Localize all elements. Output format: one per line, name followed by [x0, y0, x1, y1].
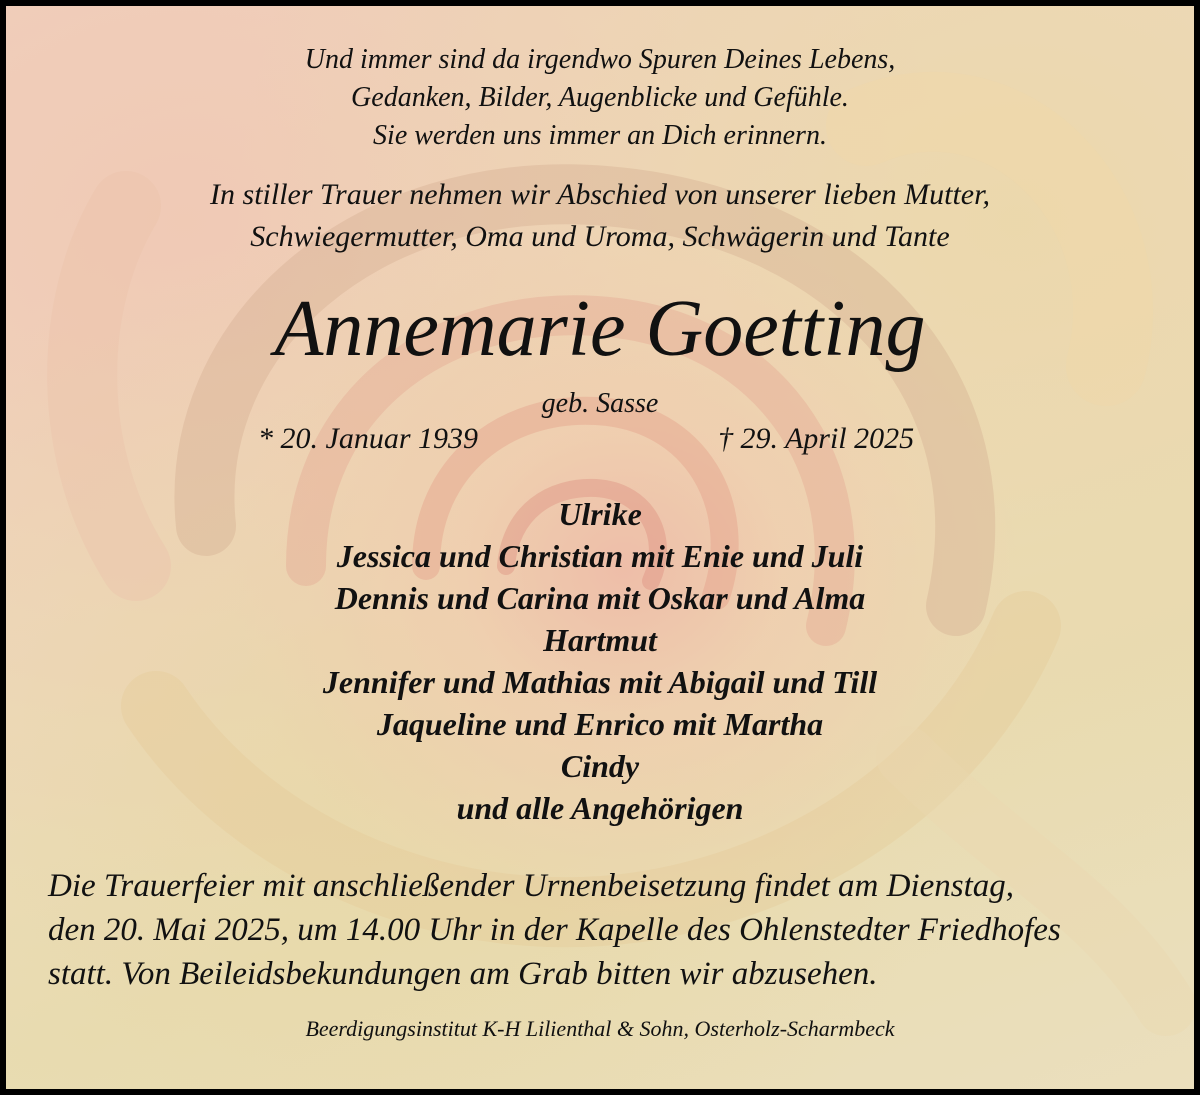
intro-line-1: In stiller Trauer nehmen wir Abschied von unserer lieben Mutter, — [210, 178, 990, 211]
ceremony-line-1: Die Trauerfeier mit anschließender Urnenbeisetzung findet am Dienstag, — [48, 868, 1015, 904]
mourner-line: Cindy — [560, 748, 640, 784]
obituary-notice — [6, 6, 1194, 1089]
mourner-line: Dennis und Carina mit Oskar und Alma — [334, 580, 866, 616]
mourner-line: und alle Angehörigen — [456, 790, 744, 826]
poem-line-3: Sie werden uns immer an Dich erinnern. — [373, 120, 827, 151]
deceased-name: Annemarie Goetting — [274, 285, 926, 373]
ceremony-line-2: den 20. Mai 2025, um 14.00 Uhr in der Kapelle des Ohlenstedter Friedhofes — [48, 912, 1061, 948]
mourner-line: Ulrike — [558, 496, 642, 532]
mourner-line: Jessica und Christian mit Enie und Juli — [336, 538, 864, 574]
mourner-line: Hartmut — [543, 622, 657, 658]
intro-line-2: Schwiegermutter, Oma und Uroma, Schwägerin und Tante — [250, 220, 950, 253]
mourner-line: Jaqueline und Enrico mit Martha — [376, 706, 824, 742]
ceremony-line-3: statt. Von Beileidsbekundungen am Grab bitten wir abzusehen. — [48, 956, 878, 992]
poem-line-2: Gedanken, Bilder, Augenblicke und Gefühle. — [351, 82, 849, 113]
mourner-line: Jennifer und Mathias mit Abigail und Till — [322, 664, 878, 700]
undertaker-credit: Beerdigungsinstitut K-H Lilienthal & Sohn, Osterholz-Scharmbeck — [305, 1016, 895, 1041]
maiden-name: geb. Sasse — [541, 388, 659, 419]
death-date: † 29. April 2025 — [718, 422, 915, 455]
birth-date: * 20. Januar 1939 — [258, 422, 478, 455]
poem-line-1: Und immer sind da irgendwo Spuren Deines Lebens, — [304, 44, 896, 75]
